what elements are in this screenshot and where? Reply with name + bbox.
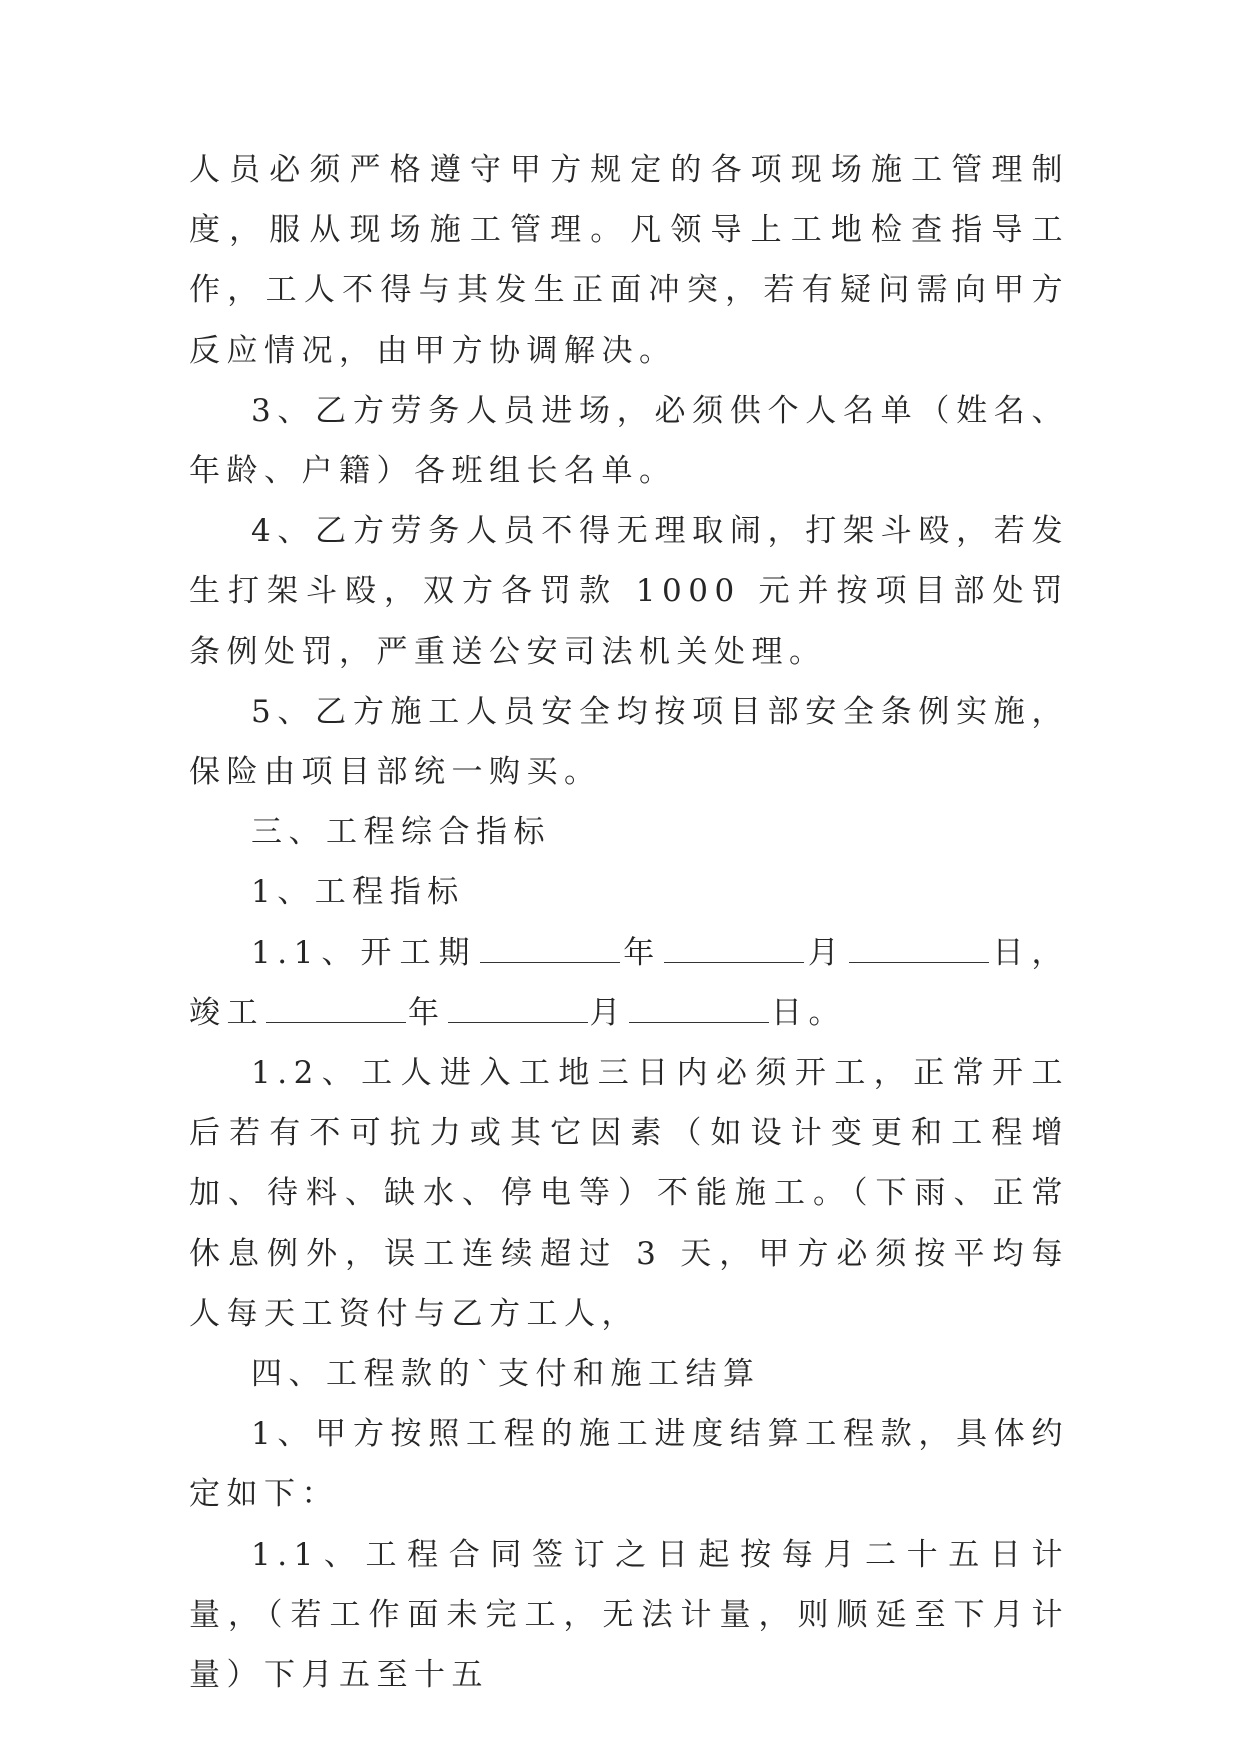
end-day-blank — [629, 1021, 769, 1023]
start-month-blank — [664, 961, 804, 963]
paragraph-payment-1: 1、甲方按照工程的施工进度结算工程款，具体约定如下： — [189, 1416, 1069, 1513]
end-year-blank — [266, 1021, 406, 1023]
paragraph-item-3: 3、乙方劳务人员进场，必须供个人名单（姓名、年龄、户籍）各班组长名单。 — [189, 392, 1069, 490]
end-day-label: 日。 — [771, 994, 846, 1031]
document-body — [189, 140, 1069, 1705]
paragraph-dates — [189, 923, 1069, 1043]
paragraph-item-4: 4、乙方劳务人员不得无理取闹，打架斗殴，若发生打架斗殴，双方各罚款 1000 元并按项目部处罚条例处罚，严重送公安司法机关处理。 — [189, 513, 1069, 670]
start-day-blank — [849, 961, 989, 963]
end-year-label: 年 — [408, 994, 446, 1031]
end-month-blank — [448, 1021, 588, 1023]
subsection-heading-1: 1、工程指标 — [251, 874, 465, 911]
end-month-label: 月 — [589, 994, 627, 1031]
paragraph-item-5: 5、乙方施工人员安全均按项目部安全条例实施，保险由项目部统一购买。 — [189, 693, 1069, 791]
start-month-label: 月 — [806, 934, 847, 971]
section-heading-4: 四、工程款的`支付和施工结算 — [251, 1356, 761, 1393]
dates-prefix: 1.1、开工期 — [251, 934, 478, 971]
start-year-blank — [480, 961, 620, 963]
section-heading-3: 三、工程综合指标 — [251, 814, 551, 851]
start-day-label: 日，竣工 — [189, 934, 1069, 1031]
start-year-label: 年 — [621, 934, 663, 971]
paragraph-rules: 人员必须严格遵守甲方规定的各项现场施工管理制度，服从现场施工管理。凡领导上工地检查指导工作，工人不得与其发生正面冲突，若有疑问需向甲方反应情况，由甲方协调解决。 — [189, 152, 1069, 369]
paragraph-payment-1-1: 1.1、工程合同签订之日起按每月二十五日计量，（若工作面未完工，无法计量，则顺延至下月计量）下月五至十五 — [189, 1536, 1069, 1694]
paragraph-item-1-2: 1.2、工人进入工地三日内必须开工，正常开工后若有不可抗力或其它因素（如设计变更和工程增加、待料、缺水、停电等）不能施工。（下雨、正常休息例外，误工连续超过 3 天，甲方必须按平均每人每天工资付与乙方工人， — [189, 1055, 1069, 1332]
